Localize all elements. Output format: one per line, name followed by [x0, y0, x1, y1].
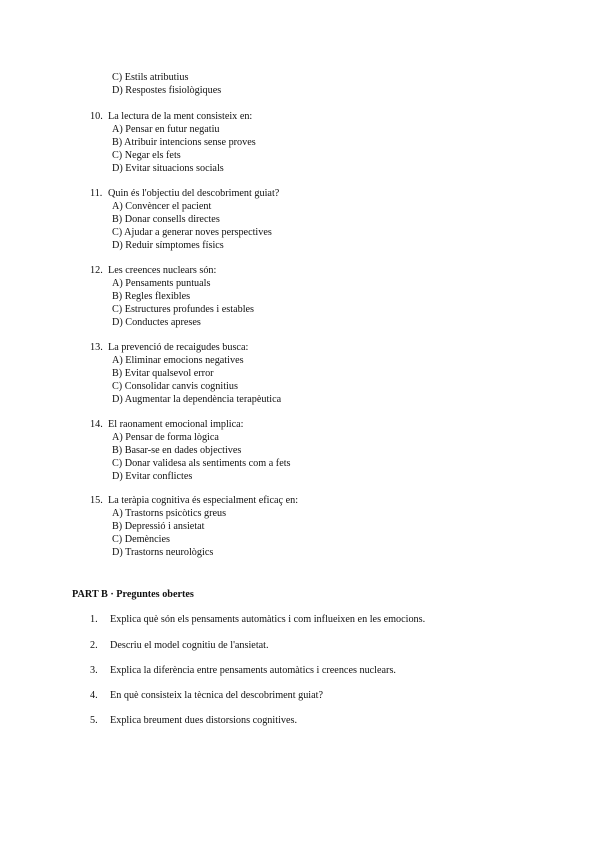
open-question-number: 4. — [90, 690, 98, 701]
question-13 — [90, 341, 281, 406]
open-question-text: Explica què són els pensaments automàtics i com influeixen en les emocions. — [110, 614, 426, 625]
continued-options — [112, 71, 221, 97]
option: D) Reduir símptomes físics — [112, 240, 224, 251]
option: B) Atribuir intencions sense proves — [112, 137, 256, 148]
question-stem: La teràpia cognitiva és especialment eficaç en: — [108, 495, 299, 506]
option: D) Evitar situacions socials — [112, 163, 224, 174]
open-question-number: 1. — [90, 614, 98, 625]
open-question-1 — [90, 613, 425, 626]
option: D) Respostes fisiològiques — [112, 85, 222, 96]
option: B) Depressió i ansietat — [112, 521, 205, 532]
option: D) Evitar conflictes — [112, 471, 193, 482]
open-question-text: Descriu el model cognitiu de l'ansietat. — [110, 640, 269, 651]
question-number: 13. — [90, 342, 103, 353]
option-list — [112, 277, 254, 329]
option: D) Conductes apreses — [112, 317, 201, 328]
option: D) Trastorns neurològics — [112, 547, 214, 558]
question-stem: La lectura de la ment consisteix en: — [108, 111, 253, 122]
question-15 — [90, 494, 298, 559]
open-question-number: 3. — [90, 665, 98, 676]
option-list — [112, 431, 291, 483]
open-question-text: Explica la diferència entre pensaments automàtics i creences nuclears. — [110, 665, 396, 676]
option-list — [112, 354, 281, 406]
option: C) Demències — [112, 534, 170, 545]
option: C) Donar validesa als sentiments com a fets — [112, 458, 291, 469]
option: B) Donar consells directes — [112, 214, 220, 225]
question-number: 10. — [90, 111, 103, 122]
open-question-2 — [90, 639, 269, 652]
open-question-5 — [90, 714, 297, 727]
question-11 — [90, 187, 279, 252]
open-question-3 — [90, 664, 396, 677]
question-14 — [90, 418, 291, 483]
question-stem: El raonament emocional implica: — [108, 419, 244, 430]
option: A) Eliminar emocions negatives — [112, 355, 244, 366]
option: C) Estils atributius — [112, 72, 189, 83]
open-question-number: 5. — [90, 715, 98, 726]
open-question-number: 2. — [90, 640, 98, 651]
question-stem: Quin és l'objectiu del descobriment guiat? — [108, 188, 280, 199]
option-list — [112, 507, 298, 559]
option: C) Estructures profundes i estables — [112, 304, 255, 315]
question-number: 15. — [90, 495, 103, 506]
option: C) Consolidar canvis cognitius — [112, 381, 238, 392]
question-10 — [90, 110, 256, 175]
option-list — [112, 123, 256, 175]
section-heading: PART B · Preguntes obertes — [72, 589, 194, 600]
question-stem: Les creences nuclears són: — [108, 265, 217, 276]
option: B) Basar-se en dades objectives — [112, 445, 242, 456]
question-number: 12. — [90, 265, 103, 276]
option: A) Pensar en futur negatiu — [112, 124, 220, 135]
option: A) Pensar de forma lògica — [112, 432, 219, 443]
open-question-text: Explica breument dues distorsions cognitives. — [110, 715, 298, 726]
option: A) Pensaments puntuals — [112, 278, 211, 289]
option: A) Trastorns psicòtics greus — [112, 508, 227, 519]
option: B) Evitar qualsevol error — [112, 368, 214, 379]
option: C) Negar els fets — [112, 150, 181, 161]
question-stem: La prevenció de recaigudes busca: — [108, 342, 249, 353]
question-number: 11. — [90, 188, 103, 199]
option: C) Ajudar a generar noves perspectives — [112, 227, 272, 238]
option: B) Regles flexibles — [112, 291, 191, 302]
question-number: 14. — [90, 419, 103, 430]
option-list — [112, 200, 279, 252]
option: D) Augmentar la dependència terapèutica — [112, 394, 282, 405]
option: A) Convèncer el pacient — [112, 201, 212, 212]
open-question-text: En què consisteix la tècnica del descobriment guiat? — [110, 690, 324, 701]
question-12 — [90, 264, 254, 329]
open-question-4 — [90, 689, 323, 702]
